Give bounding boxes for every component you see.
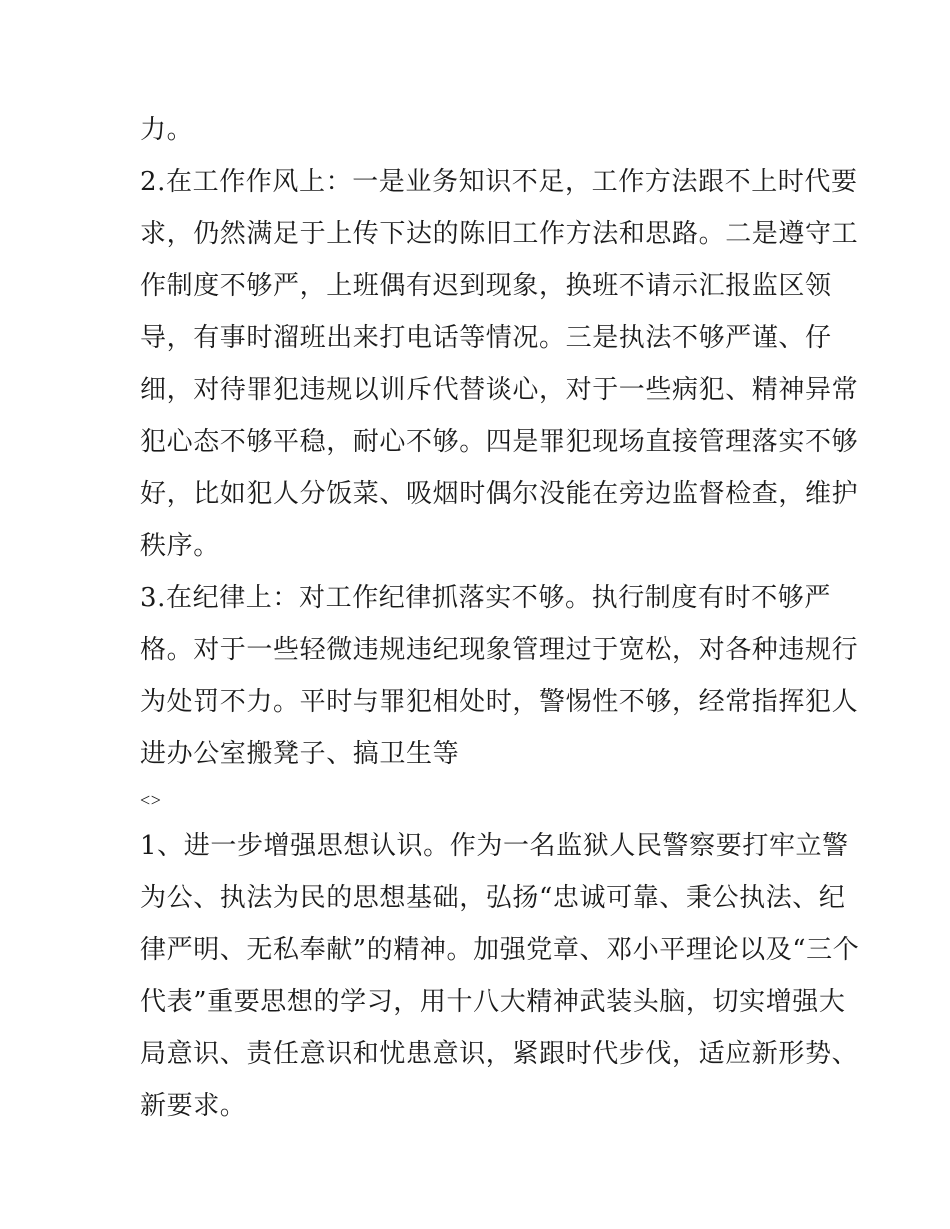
text-line-marker: <>: [140, 790, 162, 810]
text-line: 细，对待罪犯违规以训斥代替谈心，对于一些病犯、精神异常: [140, 375, 859, 405]
text-line: 为公、执法为民的思想基础，弘扬“忠诚可靠、秉公执法、纪: [140, 883, 846, 913]
text-line: 进办公室搬凳子、搞卫生等: [140, 739, 460, 769]
text-line: 作制度不够严，上班偶有迟到现象，换班不请示汇报监区领: [140, 271, 832, 301]
text-line: 力。: [140, 115, 194, 145]
text-line: 格。对于一些轻微违规违纪现象管理过于宽松，对各种违规行: [140, 635, 859, 665]
text-line: 1、进一步增强思想认识。作为一名监狱人民警察要打牢立警: [140, 831, 849, 861]
text-line: 新要求。: [140, 1091, 247, 1121]
document-body: [140, 104, 860, 1132]
text-line: 为处罚不力。平时与罪犯相处时，警惕性不够，经常指挥犯人: [140, 687, 859, 717]
text-line: 好，比如犯人分饭菜、吸烟时偶尔没能在旁边监督检查，维护: [140, 479, 859, 509]
text-line: 代表”重要思想的学习，用十八大精神武装头脑，切实增强大: [140, 987, 846, 1017]
text-line: 秩序。: [140, 531, 220, 561]
text-line: 律严明、无私奉献”的精神。加强党章、邓小平理论以及“三个: [140, 935, 860, 965]
text-line: 3.在纪律上：对工作纪律抓落实不够。执行制度有时不够严: [140, 583, 832, 613]
text-line: 求，仍然满足于上传下达的陈旧工作方法和思路。二是遵守工: [140, 219, 859, 249]
text-line: 2.在工作作风上：一是业务知识不足，工作方法跟不上时代要: [140, 167, 858, 197]
text-line: 局意识、责任意识和忧患意识，紧跟时代步伐，适应新形势、: [140, 1039, 859, 1069]
text-line: 导，有事时溜班出来打电话等情况。三是执法不够严谨、仔: [140, 323, 832, 353]
text-line: 犯心态不够平稳，耐心不够。四是罪犯现场直接管理落实不够: [140, 427, 859, 457]
